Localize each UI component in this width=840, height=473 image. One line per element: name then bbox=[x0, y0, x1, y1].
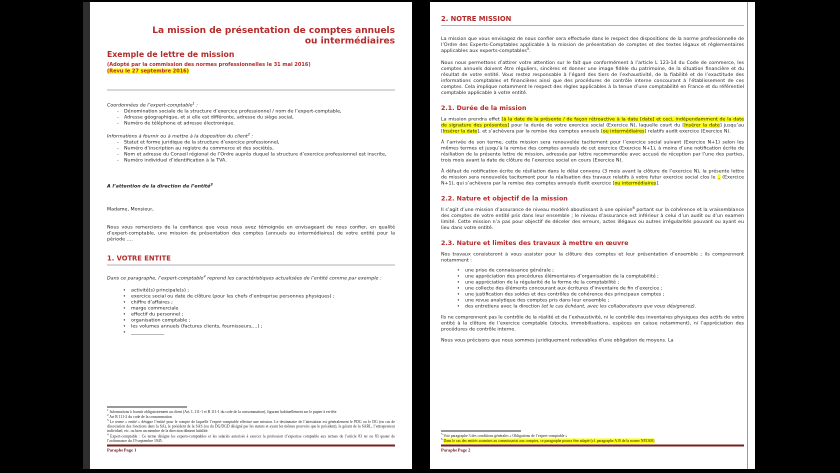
page-edge-line bbox=[747, 2, 748, 469]
footnote-ref: 3 bbox=[107, 419, 109, 423]
entity-bullet-list bbox=[107, 288, 395, 336]
revision-note bbox=[107, 68, 395, 75]
footnote-separator bbox=[107, 407, 187, 408]
bullet-marker: • bbox=[123, 299, 126, 305]
bullet-marker: • bbox=[123, 329, 126, 335]
coordonnees-list bbox=[107, 109, 395, 127]
dash-marker: - bbox=[117, 157, 119, 163]
subtitle: Exemple de lettre de mission bbox=[107, 50, 235, 59]
obligation-paragraph: Nous vous précisons que nous sommes juridiquement redevables d’une obligation de moyens. La bbox=[441, 337, 674, 343]
exclusions-paragraph: Ils ne comprennent pas le contrôle de la réalité et de l’exhaustivité, ni le contrôle des inventaires physiques des actifs de votre entité à la clôture de l’exercice comptable (stocks, immobilisations, espèces en caisse notamment), ni l’appréciation des procédures de contrôle interne. bbox=[441, 314, 744, 332]
coordonnees-heading: Coordonnées de l’expert-comptable$^1$ : bbox=[107, 101, 198, 108]
footnote-separator bbox=[441, 431, 521, 432]
informations-list bbox=[107, 140, 395, 164]
footnote: $^1$ Informations à fournir obligatoirement au client (Art. L 111-1 et R 111-1 du code de la consommation), figurant habituellement sur le papier à en-tête bbox=[107, 409, 337, 414]
list-item: - Statut et forme juridique de la structure d’exercice professionnel, bbox=[117, 139, 280, 145]
salutation: Madame, Monsieur, bbox=[107, 206, 154, 212]
dash-marker: - bbox=[117, 114, 119, 120]
highlighted-text: [à la date de la présente / de façon rétroactive à la date [date] et ceci, indépendamment de la date de signature des présentes] bbox=[441, 116, 744, 128]
works-intro-paragraph: Nos travaux consisteront à vous assister pour la clôture des comptes et leur présentation d’ensemble ; ils comprennent notamment : bbox=[441, 251, 744, 263]
highlighted-text: Dans le cas des entités soumises au commissariat aux comptes, ce paragraphe pourra être adapté (cf. paragraphe A10 de la norme NP2300) bbox=[443, 438, 655, 443]
section-2-3-heading: 2.3. Nature et limites des travaux à mettre en œuvre bbox=[441, 239, 629, 247]
highlighted-text: Insérer la date bbox=[684, 122, 720, 128]
list-item: • des entretiens avec la direction (et le cas échéant, avec les collaborateurs que vous désignerez). bbox=[457, 303, 697, 309]
list-item: • une collecte des éléments concourant aux écritures d’inventaire de fin d’exercice ; bbox=[457, 285, 663, 291]
list-item: • ______________ bbox=[123, 329, 165, 335]
footer-rule bbox=[107, 445, 395, 447]
highlighted-text: (Revu le 27 septembre 2016) bbox=[107, 68, 189, 74]
highlighted-text: ou intermédiaires bbox=[602, 128, 645, 134]
section-2-1-heading: 2.1. Durée de la mission bbox=[441, 104, 527, 112]
footer-paraphe: Paraphe bbox=[107, 447, 124, 453]
bullet-marker: • bbox=[457, 273, 460, 279]
bullet-marker: • bbox=[123, 305, 126, 311]
list-item: • une appréciation de la régularité de la forme de la comptabilité ; bbox=[457, 279, 620, 285]
list-item: • une revue analytique des comptes pris dans leur ensemble ; bbox=[457, 297, 610, 303]
bullet-marker: • bbox=[457, 285, 460, 291]
section-2-heading: 2. NOTRE MISSION bbox=[441, 15, 512, 23]
bullet-marker: • bbox=[123, 287, 126, 293]
main-title-line2: ou intermédiaires bbox=[304, 35, 395, 46]
bullet-marker: • bbox=[457, 303, 460, 309]
highlighted-text: ou intermédiaires bbox=[614, 180, 657, 186]
default-notification-paragraph: À défaut de notification écrite de résiliation dans le délai convenu (3 mois avant la clôture de l’exercice N), la présente lettre de mission sera renouvelée tacitement pour la réalisation des travaux relatifs à votre futur exercice social clos le .. (Exercice N+1), qui s’achèvera par la remise des comptes annuels dudit exercice [ou intermédiaires]. bbox=[441, 168, 744, 186]
footnote-ref: 1 bbox=[192, 101, 195, 106]
list-item: • marge commerciale bbox=[123, 305, 179, 311]
bullet-marker: • bbox=[123, 293, 126, 299]
footnote-block bbox=[107, 407, 395, 453]
document-page-2 bbox=[430, 2, 755, 469]
section-2-2-heading: 2.2. Nature et objectif de la mission bbox=[441, 194, 568, 202]
footnote: $^4$ Expert-comptable : Ce terme désigne les experts-comptables et les salariés autorisés à exercer la profession d’expertise comptable aux termes de l’article 83 ter ou 83 quater de l’ordonnance du 19 septembre 1945. bbox=[107, 433, 395, 443]
duration-paragraph: La mission prendra effet [à la date de la présente / de façon rétroactive à la date [date] et ceci, indépendamment de la date de signature des présentes] pour la durée de votre exercice social (Exercice N), laquelle court du [Insérer la date] jusqu’au [Insérer la date], et s’achèvera par la remise des comptes annuels [ou intermédiaires] relatifs audit exercice (Exercice N). bbox=[441, 116, 744, 134]
list-item: - Adresse géographique, et si elle est différente, adresse du siège social, bbox=[117, 114, 294, 120]
mission-paragraph-2: Nous nous permettons d’attirer votre attention sur le fait que conformément à l’article L 123-14 du Code de commerce, les comptes annuels doivent être réguliers, sincères et donner une image fidèle du patrimoine, de la situation financière et du résultat de votre entité. Vous restez responsable à l’égard des tiers de l’exhaustivité, de la fiabilité et de l’exactitude des informations comptables et financières ainsi que des procédures de contrôle interne concourant à l’établissement de ces comptes. Cela implique notamment le respect des règles applicables à la tenue d’une comptabilité en France et du référentiel comptable applicable à votre entité. bbox=[441, 60, 744, 96]
highlighted-text: Insérer la date bbox=[442, 128, 478, 134]
footer-paraphe: Paraphe bbox=[441, 447, 458, 453]
entity-intro: Dans ce paragraphe, l’expert-comptable$^4$ reprend les caractéristiques actualisées de l’entité comme par exemple : bbox=[107, 274, 382, 281]
list-item: • les volumes annuels (factures clients, fournisseurs,…) ; bbox=[123, 323, 263, 329]
section-1-rule bbox=[107, 265, 395, 266]
renewal-paragraph: À l’arrivée de son terme, cette mission sera renouvelée tacitement pour l’exercice social suivant (Exercice N+1) selon les mêmes termes et jusqu’à la remise des comptes annuels de cet exercice (Exercice N+1), à moins d’une notification écrite de résiliation de la présente lettre de mission, adressée par lettre recommandée avec accusé de réception par l’une des parties, trois mois avant la date de clôture de l’exercice social en cours (Exercice N). bbox=[441, 139, 744, 163]
page-footer bbox=[441, 448, 744, 454]
footnote-block bbox=[441, 431, 744, 453]
footnote-ref: 6 bbox=[632, 205, 635, 210]
list-item: • exercice social ou date de clôture (pour les chefs d’entreprise personnes physiques) ; bbox=[123, 293, 335, 299]
page-edge-shadow bbox=[83, 2, 90, 469]
attention-line: A l’attention de la direction de l’entité$^3$ bbox=[107, 182, 213, 189]
footer-rule bbox=[441, 445, 744, 447]
dash-marker: - bbox=[117, 120, 119, 126]
bullet-marker: • bbox=[123, 317, 126, 323]
list-item: - Numéro individuel d’identification à la TVA. bbox=[117, 157, 227, 163]
dash-marker: - bbox=[117, 139, 119, 145]
dash-marker: - bbox=[117, 151, 119, 157]
dash-marker: - bbox=[117, 145, 119, 151]
footnote-ref: 4 bbox=[203, 274, 206, 279]
header-rule bbox=[107, 90, 395, 91]
footnote: $^5$ Voir paragraphe 3 des conditions générales « Obligations de l’expert-comptable » bbox=[441, 433, 568, 438]
document-page-1 bbox=[90, 2, 412, 469]
main-title-line1: La mission de présentation de comptes annuels bbox=[152, 25, 395, 36]
footnote-ref: 3 bbox=[210, 182, 213, 187]
footnote-ref: 6 bbox=[441, 438, 443, 442]
footnote-ref: 5 bbox=[526, 46, 530, 51]
list-item: • effectif du personnel ; bbox=[123, 311, 184, 317]
list-item: - Numéro d’inscription au registre du commerce et des sociétés, bbox=[117, 145, 274, 151]
footnote-ref: 2 bbox=[247, 132, 250, 137]
footnote-ref: 5 bbox=[441, 433, 443, 437]
bullet-marker: • bbox=[457, 267, 460, 273]
footnote-ref: 4 bbox=[107, 433, 109, 437]
list-item: - Nom et adresse du Conseil régional de l’Ordre auprès duquel la structure d’exercice professionnel est inscrite, bbox=[117, 151, 387, 157]
section-1-heading: 1. VOTRE ENTITE bbox=[107, 254, 171, 263]
footnote: $^2$ Art R 111-2 du code de la consommation bbox=[107, 414, 172, 419]
bullet-marker: • bbox=[123, 311, 126, 317]
bullet-marker: • bbox=[457, 291, 460, 297]
list-item: • activité(s) principale(s) ; bbox=[123, 287, 189, 293]
dash-marker: - bbox=[117, 108, 119, 114]
list-item: • chiffre d’affaires ; bbox=[123, 299, 173, 305]
bullet-marker: • bbox=[123, 323, 126, 329]
adoption-note: (Adopté par la commission des normes professionnelles le 31 mai 2016) bbox=[107, 62, 311, 68]
section-2-rule bbox=[441, 25, 744, 26]
works-bullet-list bbox=[441, 268, 744, 310]
list-item: - Dénomination sociale de la structure d’exercice professionnel / nom de l’expert-comptable, bbox=[117, 108, 342, 114]
main-title bbox=[107, 25, 395, 46]
nature-objective-paragraph: Il s’agit d’une mission d’assurance de niveau modéré aboutissant à une opinion$^6$ portant sur la cohérence et la vraisemblance des comptes de votre entité pris dans leur ensemble ; le niveau d’assurance est inférieur à celui d’un audit ou d’un examen limité. Cette mission n’a pas pour objectif de déceler des erreurs, actes illégaux ou autres irrégularités pouvant ou ayant eu lieu dans votre entité. bbox=[441, 205, 745, 231]
highlighted-text: .. bbox=[717, 174, 721, 180]
intro-paragraph: Nous vous remercions de la confiance que vous nous avez témoignée en envisageant de nous confier, en qualité d’expert-comptable, une mission de présentation des comptes [annuels ou intermédiaires] de votre entité pour la période …. bbox=[107, 224, 395, 242]
list-item: • organisation comptable ; bbox=[123, 317, 191, 323]
list-item: • une appréciation des procédures élémentaires d’organisation de la comptabilité ; bbox=[457, 273, 659, 279]
footer-page-number: Page 1 bbox=[123, 447, 137, 453]
bullet-marker: • bbox=[457, 279, 460, 285]
footer-page-number: Page 2 bbox=[457, 447, 471, 453]
footnote-ref: 1 bbox=[107, 409, 109, 413]
list-item: • une justification des soldes et des contrôles de cohérence des principaux comptes ; bbox=[457, 291, 665, 297]
list-item: - Numéro de téléphone et adresse électronique. bbox=[117, 120, 235, 126]
footnote: $^3$ Le terme « entité » désigne l’entité pour le compte de laquelle l’expert-comptable effectue une mission. Le destinataire de l’attestation est généralement le PDG ou le DG (en cas de dissociation des fonctions dans la SA), le président de la SAS (ou du DG/DGD désigné par les statuts et ayant les mêmes pouvoirs que le président), le gérant de la SARL, l’entrepreneur individuel, etc. ou bien un membre de la direction dûment habilité. bbox=[107, 419, 395, 434]
page-footer bbox=[107, 448, 395, 454]
footnote-ref: 2 bbox=[107, 414, 109, 418]
list-item: • une prise de connaissance générale ; bbox=[457, 267, 554, 273]
footnote bbox=[441, 438, 744, 443]
mission-paragraph-1: La mission que vous envisagez de nous confier sera effectuée dans le respect des dispositions de la norme professionnelle de l’Ordre des Experts-Comptables applicable à la mission de présentation de comptes et des textes légaux et réglementaires applicables aux experts-comptables$^5$. bbox=[441, 36, 744, 54]
informations-heading: Informations à fournir ou à mettre à la disposition du client$^2$ : bbox=[107, 132, 254, 139]
bullet-marker: • bbox=[457, 297, 460, 303]
